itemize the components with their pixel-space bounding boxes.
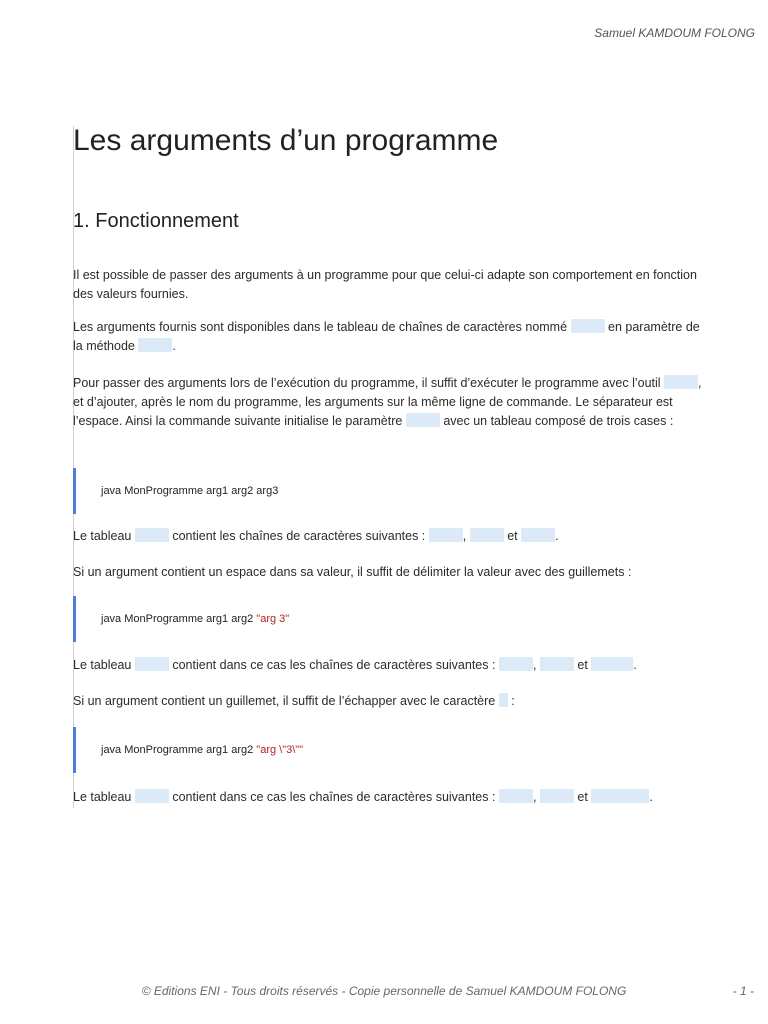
- text-run: .: [649, 790, 653, 804]
- inline-code-highlight: [138, 338, 172, 352]
- inline-code-highlight: [591, 657, 633, 671]
- text-run: , et d’ajouter, après le nom du programme, les arguments sur la même ligne de commande. Le séparateur est l’espace. Ainsi la commande suivante initialise le paramètre: [73, 376, 702, 428]
- inline-code-highlight: [406, 413, 440, 427]
- code-text: java MonProgramme arg1 arg2: [101, 744, 257, 756]
- result-paragraph-1: [73, 527, 705, 546]
- text-run: :: [511, 694, 515, 708]
- text-run: .: [633, 658, 637, 672]
- inline-code-highlight: [521, 528, 555, 542]
- inline-code-highlight: [540, 657, 574, 671]
- inline-code-highlight: [135, 657, 169, 671]
- text-run: .: [555, 529, 559, 543]
- inline-code-highlight: [499, 789, 533, 803]
- quote-paragraph: [73, 692, 705, 711]
- inline-code-highlight: [664, 375, 698, 389]
- text-run: .: [172, 339, 176, 353]
- space-paragraph: Si un argument contient un espace dans sa valeur, il suffit de délimiter la valeur avec des guillemets :: [73, 565, 632, 579]
- inline-code-highlight: [429, 528, 463, 542]
- text-run: paramètre de la méthode: [73, 320, 700, 353]
- text-run: Le tableau: [73, 658, 132, 672]
- inline-code-highlight: [540, 789, 574, 803]
- text-run: en: [608, 320, 622, 334]
- text-run: et: [577, 790, 588, 804]
- document-author: Samuel KAMDOUM FOLONG: [594, 26, 755, 40]
- text-run: Le tableau: [73, 790, 132, 804]
- code-string: "arg 3": [256, 613, 290, 625]
- text-run: Si un argument contient un guillemet, il suffit de l’échapper avec le caractère: [73, 694, 496, 708]
- section-title: 1. Fonctionnement: [73, 210, 239, 232]
- inline-code-highlight: [591, 789, 649, 803]
- inline-code-highlight: [135, 789, 169, 803]
- page-title: Les arguments d’un programme: [73, 124, 499, 157]
- text-run: contient les chaînes de caractères suivantes :: [172, 529, 426, 543]
- page-number: - 1 -: [732, 984, 754, 998]
- code-line: [101, 613, 289, 625]
- text-run: contient dans ce cas les chaînes de caractères suivantes :: [172, 658, 496, 672]
- footer-copyright: © Editions ENI - Tous droits réservés - Copie personnelle de Samuel KAMDOUM FOLONG: [141, 984, 627, 998]
- code-block: [73, 596, 705, 642]
- text-run: Pour passer des arguments lors de l’exécution du programme, il suffit d’exécuter le programme avec l’outil: [73, 376, 661, 390]
- text-run: avec un tableau composé de trois cases :: [443, 414, 674, 428]
- inline-code-highlight: [571, 319, 605, 333]
- code-block: [73, 468, 705, 514]
- text-run: ,: [532, 658, 537, 672]
- code-line: java MonProgramme arg1 arg2 arg3: [101, 485, 279, 497]
- code-block: [73, 727, 705, 773]
- text-run: ,: [532, 790, 537, 804]
- inline-code-highlight: [135, 528, 169, 542]
- text-run: Le tableau: [73, 529, 132, 543]
- text-run: Les arguments fournis sont disponibles dans le tableau de chaînes de caractères nommé: [73, 320, 568, 334]
- usage-paragraph: [73, 374, 705, 431]
- text-run: et: [577, 658, 588, 672]
- inline-code-highlight: [499, 657, 533, 671]
- code-text: java MonProgramme arg1 arg2: [101, 613, 257, 625]
- text-run: ,: [462, 529, 467, 543]
- text-run: contient dans ce cas les chaînes de caractères suivantes :: [172, 790, 496, 804]
- result-paragraph-3: [73, 788, 705, 807]
- args-paragraph: [73, 318, 705, 356]
- text-run: et: [507, 529, 518, 543]
- intro-paragraph: Il est possible de passer des arguments à un programme pour que celui-ci adapte son comportement en fonction des valeurs fournies.: [73, 268, 697, 301]
- inline-code-highlight: [470, 528, 504, 542]
- result-paragraph-2: [73, 656, 705, 675]
- code-string: "arg \"3\"": [256, 744, 304, 756]
- code-line: [101, 744, 303, 756]
- inline-code-highlight: [499, 693, 508, 707]
